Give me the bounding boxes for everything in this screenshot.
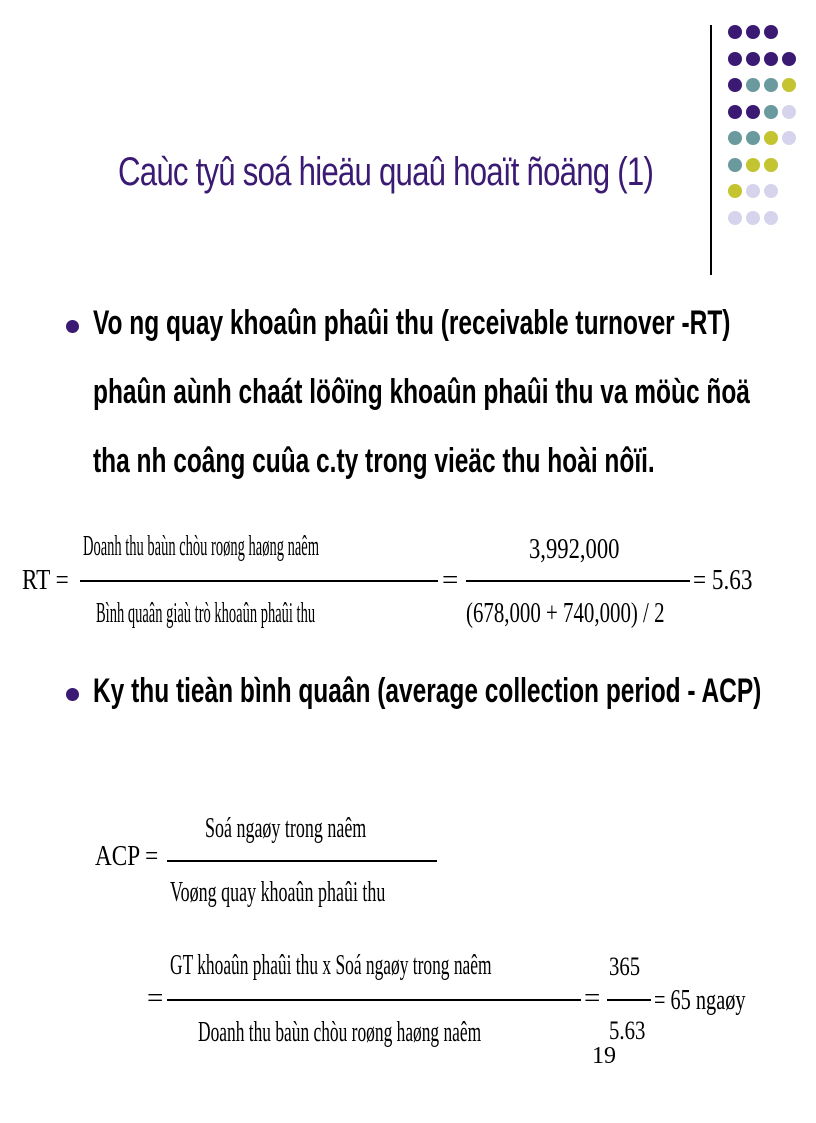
acp-eq2: =: [584, 982, 601, 1014]
decor-dot: [728, 105, 742, 119]
decor-dot: [746, 105, 760, 119]
decor-dot: [764, 211, 778, 225]
bullet-icon: [66, 688, 79, 701]
decor-dot: [764, 52, 778, 66]
bullet-icon: [66, 320, 79, 333]
decor-dot: [746, 211, 760, 225]
rt-result: = 5.63: [693, 564, 753, 596]
decor-dot: [764, 105, 778, 119]
rt-lhs: RT =: [22, 564, 69, 596]
acp-lhs: ACP =: [95, 840, 159, 872]
decor-dot: [764, 158, 778, 172]
decor-dot: [728, 52, 742, 66]
decor-dot: [764, 25, 778, 39]
acp-denominator2: Doanh thu baùn chòu roøng haøng naêm: [198, 1016, 482, 1048]
acp-numerator2: GT khoaûn phaûi thu x Soá ngaøy trong naêm: [170, 949, 492, 981]
decor-dot: [746, 25, 760, 39]
rt-den-value: (678,000 + 740,000) / 2: [466, 597, 665, 629]
decor-dot: [746, 184, 760, 198]
rt-denominator: Bình quaân giaù trò khoaûn phaûi thu: [96, 597, 316, 629]
acp-den3: 5.63: [609, 1016, 646, 1045]
decor-dot: [746, 131, 760, 145]
bullet2-line1: Ky thu tieàn bình quaân (average collection period - ACP): [93, 672, 762, 710]
decor-dot: [782, 78, 796, 92]
rt-value-fraction-bar: [466, 580, 690, 582]
page-number: 19: [592, 1043, 616, 1069]
decor-dot: [728, 25, 742, 39]
decor-dot: [764, 78, 778, 92]
decor-dot: [746, 52, 760, 66]
rt-fraction-bar: [80, 580, 438, 582]
decor-dot: [746, 78, 760, 92]
decor-dot: [782, 52, 796, 66]
decor-dot: [746, 158, 760, 172]
bullet1-line3: tha nh coâng cuûa c.ty trong vieäc thu hoài nôïi.: [93, 442, 655, 480]
rt-numerator: Doanh thu baùn chòu roøng haøng naêm: [83, 530, 319, 562]
decor-dot: [764, 184, 778, 198]
decor-dot: [764, 131, 778, 145]
decor-dot: [728, 184, 742, 198]
decor-dot: [782, 105, 796, 119]
acp-result: = 65 ngaøy: [654, 984, 746, 1016]
rt-eq: =: [442, 564, 459, 596]
bullet1-line1: Vo ng quay khoaûn phaûi thu (receivable turnover -RT): [93, 304, 731, 342]
acp-denominator: Voøng quay khoaûn phaûi thu: [170, 876, 386, 908]
acp-fraction-bar3: [607, 999, 651, 1001]
decor-dot: [728, 211, 742, 225]
acp-numerator: Soá ngaøy trong naêm: [205, 812, 367, 844]
acp-fraction-bar2: [167, 999, 581, 1001]
decor-dot: [728, 78, 742, 92]
slide-title: Caùc tyû soá hieäu quaû hoaït ñoäng (1): [118, 150, 654, 194]
bullet1-line2: phaûn aùnh chaát löôïng khoaûn phaûi thu va möùc ñoä: [93, 373, 750, 411]
decor-dot: [782, 131, 796, 145]
title-divider-line: [710, 25, 712, 275]
acp-num3: 365: [609, 952, 641, 981]
acp-eq: =: [147, 982, 164, 1014]
decor-dot: [728, 158, 742, 172]
acp-fraction-bar: [167, 860, 437, 862]
rt-num-value: 3,992,000: [529, 533, 620, 565]
decor-dot: [728, 131, 742, 145]
